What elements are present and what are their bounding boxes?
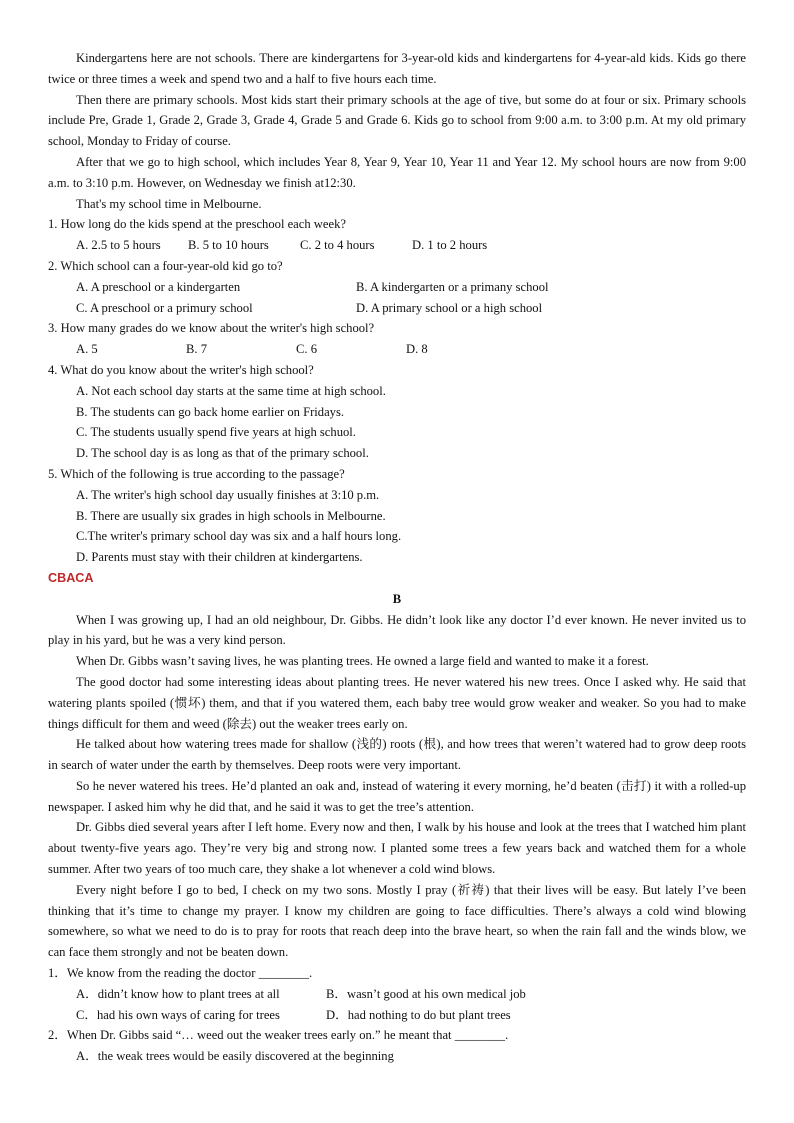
passage-b-paragraph-6: Dr. Gibbs died several years after I left home. Every now and then, I walk by his house and look at the trees that I watched him plant about twenty-five years ago. They’re very big and strong now. I planted some trees a few years back and watched them for a whole summer. After two years of too much care, they shake a lot whenever a cold wind blows. [48,820,746,877]
passage-b-paragraph-5: So he never watered his trees. He’d planted an oak and, instead of watering it every morning, he’d beaten (击打) it with a rolled-up newspaper. I asked him why he did that, and he said it was to get the tree’s attention. [48,778,746,814]
question-a2-stem: 2. Which school can a four-year-old kid go to? [48,258,283,273]
question-a1-stem: 1. How long do the kids spend at the preschool each week? [48,217,346,232]
option-a5-a: A. The writer's high school day usually finishes at 3:10 p.m. [76,487,380,502]
passage-a-paragraph-2: Then there are primary schools. Most kids start their primary schools at the age of tive, but some do at four or six. Primary schools include Pre, Grade 1, Grade 2, Grade 3, Grade 4, Grade 5 and Grade 6. Kids go to school from 9:00 a.m. to 3:00 p.m. At my old primary school, Monday to Friday of course. [48,92,746,149]
passage-b-paragraph-1: When I was growing up, I had an old neighbour, Dr. Gibbs. He didn’t look like any doctor I’d ever known. He never invited us to play in his yard, but he was a very kind person. [48,612,746,648]
option-a3-b: B. 7 [186,342,207,357]
option-a5-d: D. Parents must stay with their children at kindergartens. [76,550,363,565]
option-a5-c: C.The writer's primary school day was six and a half hours long. [76,529,402,544]
document-page [48,48,746,1067]
option-a1-d: D. 1 to 2 hours [412,238,488,253]
option-a3-c: C. 6 [296,342,317,357]
question-a2-options-row-1 [48,277,746,298]
question-b1-stem: 1．We know from the reading the doctor ________. [48,966,313,981]
section-heading-b: B [392,591,402,606]
option-a2-c: C. A preschool or a primury school [76,300,253,315]
passage-a-paragraph-3: After that we go to high school, which includes Year 8, Year 9, Year 10, Year 11 and Year 12. My school hours are now from 9:00 a.m. to 3:10 p.m. However, on Wednesday we finish at12:30. [48,154,746,190]
option-b1-b: B．wasn’t good at his own medical job [326,986,526,1001]
question-a1-options [48,235,746,256]
passage-b-paragraph-7: Every night before I go to bed, I check on my two sons. Mostly I pray (祈祷) that their lives will be easy. But lately I’ve been thinking that it’s time to change my prayer. I know my children are going to face difficulties. There’s always a cold wind blowing somewhere, so what we need to do is to pray for roots that reach deep into the brave heart, so when the rain fall and the winds blow, we can face them strongly and not be beaten down. [48,882,746,960]
option-a1-b: B. 5 to 10 hours [188,238,269,253]
passage-b-paragraph-3: The good doctor had some interesting ideas about planting trees. He never watered his new trees. Once I asked why. He said that watering plants spoiled (惯坏) them, and that if you watered them, each baby tree would grow weaker and weaker. So you had to make things difficult for them and weed (除去) out the weaker trees early on. [48,674,746,731]
option-b2-a: A．the weak trees would be easily discovered at the beginning [76,1049,394,1064]
question-a3-stem: 3. How many grades do we know about the writer's high school? [48,321,375,336]
question-a3-options [48,339,746,360]
option-a2-d: D. A primary school or a high school [356,300,543,315]
question-b1-options-row-1 [48,984,746,1005]
option-b1-a: A．didn’t know how to plant trees at all [76,986,280,1001]
passage-b-paragraph-2: When Dr. Gibbs wasn’t saving lives, he was planting trees. He owned a large field and wanted to make it a forest. [76,654,649,669]
passage-b-paragraph-4: He talked about how watering trees made for shallow (浅的) roots (根), and how trees that weren’t watered had to grow deep roots in search of water under the earth by themselves. Deep roots were very important. [48,737,746,773]
option-a2-a: A. A preschool or a kindergarten [76,279,241,294]
option-a1-c: C. 2 to 4 hours [300,238,375,253]
option-a4-b: B. The students can go back home earlier on Fridays. [76,404,345,419]
question-a2-options-row-2 [48,298,746,319]
question-b1-options-row-2 [48,1005,746,1026]
answer-key: CBACA [48,570,94,585]
passage-a-paragraph-4: That's my school time in Melbourne. [76,196,262,211]
question-a5-stem: 5. Which of the following is true according to the passage? [48,466,345,481]
option-a2-b: B. A kindergarten or a primany school [356,279,549,294]
option-a4-c: C. The students usually spend five years at high schuol. [76,425,356,440]
option-a1-a: A. 2.5 to 5 hours [76,238,161,253]
question-b2-stem: 2．When Dr. Gibbs said “… weed out the weaker trees early on.” he meant that ________. [48,1028,509,1043]
passage-a-paragraph-1: Kindergartens here are not schools. There are kindergartens for 3-year-old kids and kindergartens for 4-year-ald kids. Kids go there twice or three times a week and spend two and a half to five hours each time. [48,51,746,86]
option-a4-a: A. Not each school day starts at the same time at high school. [76,383,386,398]
option-b1-c: C．had his own ways of caring for trees [76,1007,280,1022]
option-a3-a: A. 5 [76,342,98,357]
option-b1-d: D．had nothing to do but plant trees [326,1007,511,1022]
option-a5-b: B. There are usually six grades in high schools in Melbourne. [76,508,386,523]
option-a4-d: D. The school day is as long as that of the primary school. [76,446,369,461]
question-a4-stem: 4. What do you know about the writer's high school? [48,362,314,377]
option-a3-d: D. 8 [406,342,428,357]
